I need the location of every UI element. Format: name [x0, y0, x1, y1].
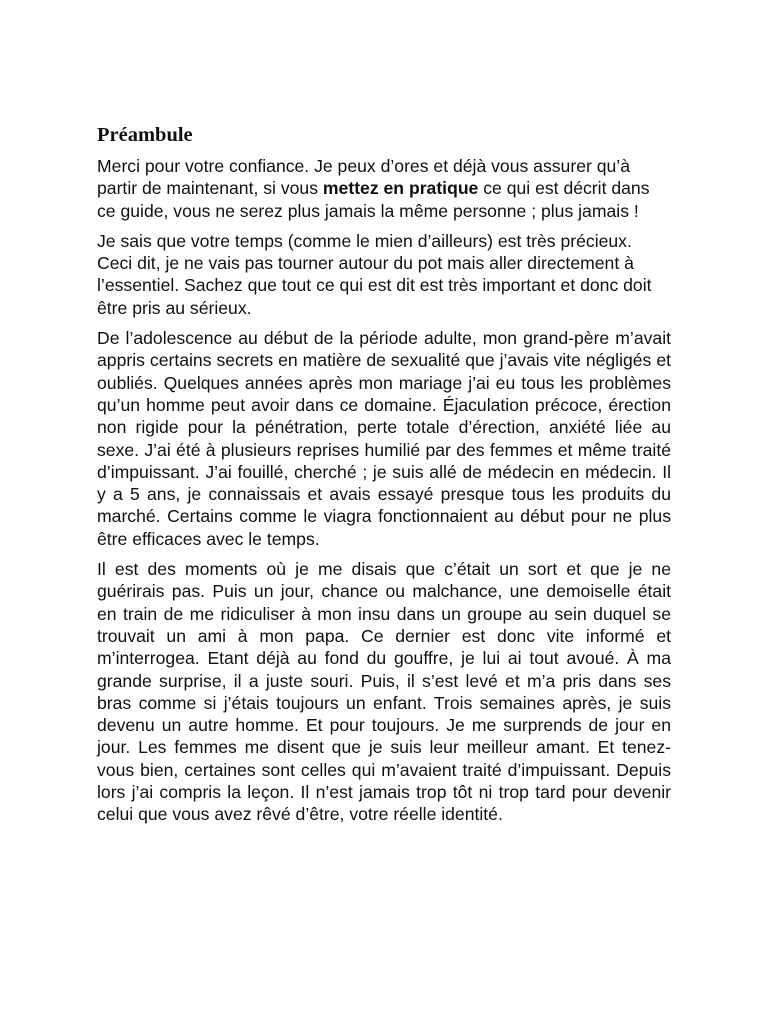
- section-title: Préambule: [97, 124, 193, 146]
- paragraph-1: [97, 155, 671, 222]
- paragraph-4: Il est des moments où je me disais que c’était un sort et que je ne guérirais pas. Puis un jour, chance ou malchance, une demoiselle était en train de me ridiculiser à mon insu dans un groupe au sein duquel se trouvait un ami à mon papa. Ce dernier est donc vite informé et m’interrogea. Etant déjà au fond du gouffre, je lui ai tout avoué. À ma grande surprise, il a juste souri. Puis, il s’est levé et m’a pris dans ses bras comme si j’étais toujours un enfant. Trois semaines après, je suis devenu un autre homme. Et pour toujours. Je me surprends de jour en jour. Les femmes me disent que je suis leur meilleur amant. Et tenez-vous bien, certaines sont celles qui m’avaient traité d’impuissant. Depuis lors j’ai compris la leçon. Il n’est jamais trop tôt ni trop tard pour devenir celui que vous avez rêvé d’être, votre réelle identité.: [97, 559, 671, 825]
- document-body: [97, 122, 671, 834]
- paragraph-1-bold-text: mettez en pratique: [322, 178, 479, 199]
- paragraph-1-text-before: Merci pour votre confiance. Je peux d’ores et déjà vous assurer qu’à partir de maintenant, si vous: [97, 156, 630, 199]
- paragraph-3: De l’adolescence au début de la période adulte, mon grand-père m’avait appris certains secrets en matière de sexualité que j’avais vite négligés et oubliés. Quelques années après mon mariage j’ai eu tous les problèmes qu’un homme peut avoir dans ce domaine. Éjaculation précoce, érection non rigide pour la pénétration, perte totale d’érection, anxiété liée au sexe. J’ai été à plusieurs reprises humilié par des femmes et même traité d’impuissant. J’ai fouillé, cherché ; je suis allé de médecin en médecin. Il y a 5 ans, je connaissais et avais essayé presque tous les produits du marché. Certains comme le viagra fonctionnaient au début pour ne plus être efficaces avec le temps.: [97, 328, 671, 549]
- paragraph-1-text-after: ce qui est décrit dans ce guide, vous ne serez plus jamais la même personne ; plus jamais !: [97, 178, 650, 221]
- paragraph-2: Je sais que votre temps (comme le mien d’ailleurs) est très précieux. Ceci dit, je ne vais pas tourner autour du pot mais aller directement à l’essentiel. Sachez que tout ce qui est dit est très important et donc doit être pris au sérieux.: [97, 230, 652, 318]
